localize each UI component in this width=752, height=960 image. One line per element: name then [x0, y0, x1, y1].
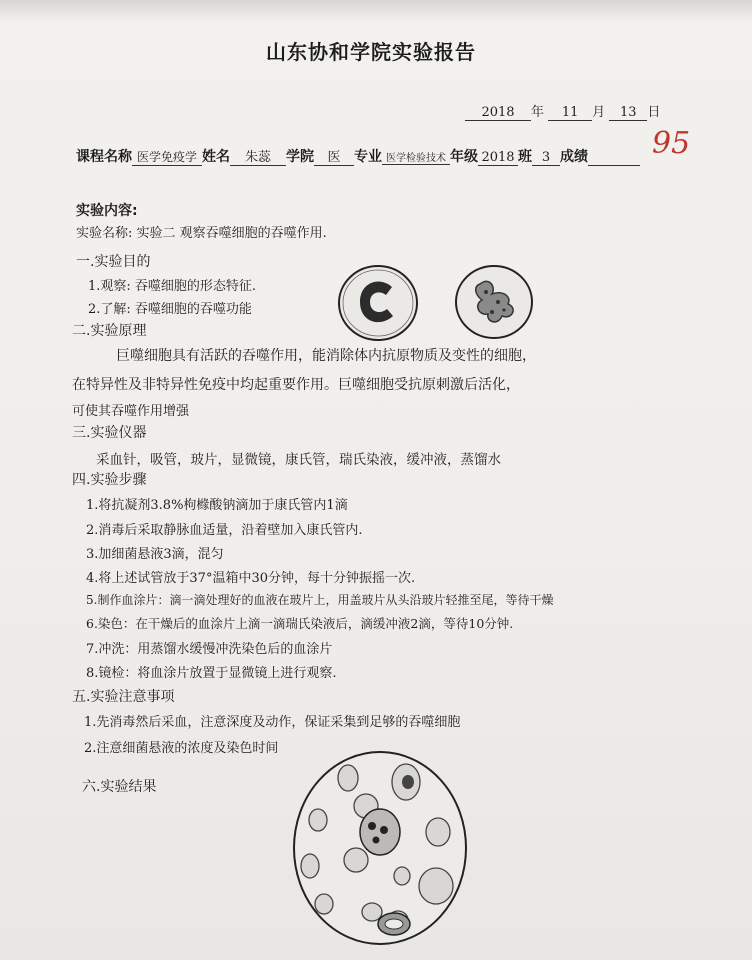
section-2-line-2: 在特异性及非特异性免疫中均起重要作用。巨噬细胞受抗原刺激后活化， [72, 377, 520, 393]
class-field: 3 [532, 150, 560, 166]
section-1-item-2: 2.了解: 吞噬细胞的吞噬功能 [88, 302, 252, 317]
score-underline [588, 150, 640, 166]
section-1-item-1: 1.观察: 吞噬细胞的形态特征. [88, 279, 257, 294]
grade-field: 2018 [478, 150, 518, 166]
info-row [76, 146, 640, 166]
course-label: 课程名称 [76, 149, 132, 165]
content-heading: 实验内容: [76, 203, 138, 219]
major-label: 专业 [354, 149, 382, 165]
college-field: 医 [314, 146, 354, 166]
name-label: 姓名 [202, 149, 230, 165]
section-4-item-4: 4.将上述试管放于37°温箱中30分钟，每十分钟振摇一次. [86, 571, 416, 586]
paper-edge [0, 0, 752, 22]
section-4-item-5: 5.制作血涂片：滴一滴处理好的血液在玻片上，用盖玻片从头沿玻片轻推至尾，等待干燥 [86, 593, 554, 607]
score-label: 成绩 [560, 149, 588, 165]
section-3-line: 采血针，吸管，玻片，显微镜，康氏管，瑞氏染液，缓冲液，蒸馏水 [96, 452, 501, 468]
date-line [465, 101, 660, 121]
section-5-item-2: 2.注意细菌悬液的浓度及染色时间 [84, 741, 279, 756]
section-3-title: 三.实验仪器 [72, 425, 147, 441]
date-year-unit: 年 [531, 105, 545, 120]
section-4-item-1: 1.将抗凝剂3.8%枸橼酸钠滴加于康氏管内1滴 [86, 498, 348, 513]
class-label: 班 [518, 149, 532, 165]
section-2-line-3: 可使其吞噬作用增强 [72, 404, 190, 419]
microscope-field-sketch-icon [290, 748, 470, 948]
course-field: 医学免疫学 [132, 148, 202, 166]
section-5-item-1: 1.先消毒然后采血，注意深度及动作，保证采集到足够的吞噬细胞 [84, 715, 461, 730]
grade-label: 年级 [450, 149, 478, 165]
section-4-item-7: 7.冲洗：用蒸馏水缓慢冲洗染色后的血涂片 [86, 642, 333, 657]
score-value: 95 [652, 126, 691, 161]
report-title: 山东协和学院实验报告 [266, 40, 476, 64]
macrophage-sketch-icon [336, 262, 422, 344]
section-6-title: 六.实验结果 [82, 779, 157, 795]
section-4-title: 四.实验步骤 [72, 472, 147, 488]
date-year: 2018 [465, 105, 531, 121]
section-4-item-6: 6.染色：在干燥后的血涂片上滴一滴瑞氏染液后，滴缓冲液2滴，等待10分钟. [86, 616, 514, 631]
date-day: 13 [609, 105, 647, 121]
phagocytosis-sketch-icon [452, 262, 538, 342]
section-2-title: 二.实验原理 [72, 323, 147, 339]
date-month-unit: 月 [592, 105, 606, 120]
section-4-item-2: 2.消毒后采取静脉血适量，沿着壁加入康氏管内. [86, 523, 363, 538]
section-4-item-8: 8.镜检：将血涂片放置于显微镜上进行观察. [86, 666, 337, 681]
section-1-title: 一.实验目的 [76, 254, 151, 270]
section-4-item-3: 3.加细菌悬液3滴，混匀 [86, 547, 224, 562]
section-5-title: 五.实验注意事项 [72, 689, 175, 705]
date-day-unit: 日 [647, 105, 661, 120]
name-field: 朱蕊 [230, 146, 286, 166]
section-2-line-1: 巨噬细胞具有活跃的吞噬作用，能消除体内抗原物质及变性的细胞， [116, 348, 536, 364]
college-label: 学院 [286, 149, 314, 165]
major-field: 医学检验技术 [382, 149, 450, 165]
experiment-name: 实验名称: 实验二 观察吞噬细胞的吞噬作用. [76, 226, 327, 241]
date-month: 11 [548, 105, 592, 121]
